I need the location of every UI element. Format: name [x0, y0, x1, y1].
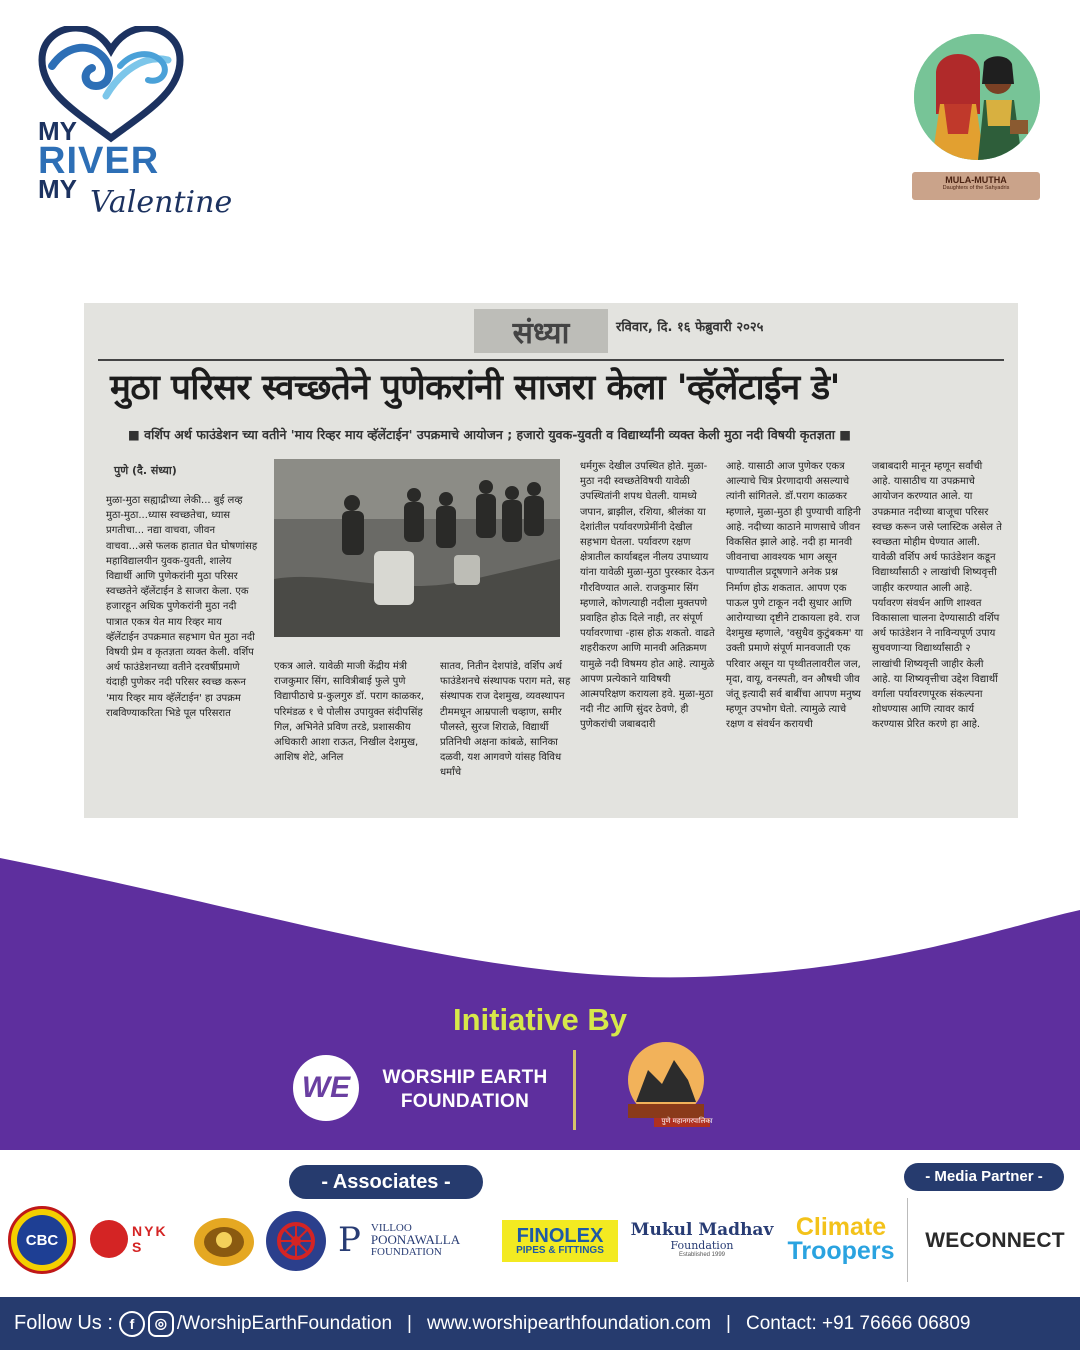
footer-separator-1: |	[407, 1312, 412, 1334]
climate-troopers-logo	[782, 1210, 900, 1270]
org-name-line-2: FOUNDATION	[400, 1091, 530, 1112]
mula-mutha-logo	[908, 32, 1043, 207]
state-emblem-logo	[192, 1212, 256, 1268]
cbc-logo	[8, 1206, 76, 1274]
brand-line-valentine: Valentine	[90, 185, 233, 220]
social-handle[interactable]: /WorshipEarthFoundation	[176, 1312, 393, 1334]
nyks-emblem	[90, 1220, 128, 1258]
finolex-logo	[502, 1220, 618, 1262]
newspaper-subheadline: ■ वर्शिप अर्थ फाउंडेशन च्या वतीने 'माय रिव्हर माय व्हॅलेंटाईन' उपक्रमाचे आयोजन ; हजारो युवक-युवती व विद्यार्थ्यांनी व्यक्त केली मुठा नदी विषयी कृतज्ञता ■	[128, 427, 852, 442]
climate-text: Climate	[795, 1213, 887, 1242]
troopers-text: Troopers	[787, 1237, 895, 1265]
pmc-caption: पुणे महानगरपालिका	[661, 1117, 713, 1125]
newspaper-masthead: संध्या	[474, 309, 608, 353]
worship-earth-name	[372, 1066, 558, 1114]
nyks-logo	[86, 1213, 182, 1265]
org-name-line-1: WORSHIP EARTH	[382, 1067, 548, 1088]
finolex-tagline: PIPES & FITTINGS	[516, 1245, 604, 1256]
newspaper-photo	[274, 459, 560, 637]
newspaper-rule	[98, 359, 1004, 361]
newspaper-column-5: आहे. यासाठी आज पुणेकर एकत्र आल्याचे चित्र प्रेरणादायी असल्याचे त्यांनी सांगितले. डॉ.पराग काळकर म्हणाले, मुळा-मुठा ही पुण्याची वाहिनी आहे. नदीच्या काठाने माणसाचे जीवन विकसित झाले आहे. नदी हा मानवी जीवनाचा आवश्यक भाग असून पाण्यातील प्रदूषणाने अनेक प्रश्न निर्माण होऊ शकतात. आपण एक पाऊल पुणे टाकून नदी सुधार आणि आरोग्याच्या दृष्टीने टाकायला हवे. राज देशमुख म्हणाले, 'वसुधैव कुटुंबकम' या उक्ती प्रमाणे संपूर्ण मानवजाती एक परिवार असून या पृथ्वीतलावरील जल, मृदा, वायू, वनस्पती, वन औषधी जीव जंतू इत्यादी सर्व बाबींचा आपण मनुष्य म्हणून उपभोग घेतो. त्यामुळे त्याचे रक्षण व संवर्धन करायची	[726, 461, 864, 731]
associates-label: - Associates -	[289, 1165, 483, 1199]
mukul-name: Mukul Madhav	[630, 1220, 774, 1241]
newspaper-column-2: एकत्र आले. यावेळी माजी केंद्रीय मंत्री राजकुमार सिंग, सावित्रीबाई फुले पुणे विद्यापीठाचे प्र-कुलगुरु डॉ. पराग काळकर, परिमंडळ १ चे पोलीस उपायुक्त संदीपसिंह गिल, अभिनेते प्रविण तरडे, प्रशासकीय अधिकारी आशा राऊत, निखील देशमुख, आशिष शेटे, अनिल	[274, 661, 425, 764]
mula-mutha-illustration	[914, 34, 1040, 160]
website-link[interactable]: www.worshipearthfoundation.com	[426, 1312, 712, 1334]
instagram-icon[interactable]: ◎	[148, 1311, 174, 1337]
initiative-divider	[573, 1050, 576, 1130]
brand-line-my: MY	[38, 116, 77, 146]
footer-bar	[0, 1297, 1080, 1350]
mukul-established: Established 1999	[678, 1252, 726, 1259]
newspaper-column-4: धर्मगुरू देखील उपस्थित होते. मुळा-मुठा नदी स्वच्छतेविषयी यावेळी उपस्थितांनी शपथ घेतली. यामध्ये जपान, ब्राझील, रशिया, श्रीलंका या देशांतील पर्यावरणप्रेमींनी देखील सहभाग घेतला. पर्यावरण रक्षण क्षेत्रातील कार्याबद्दल नीलय उपाध्याय यांना यावेळी मुळा-मुठा पुरस्कार देऊन गौरविण्यात आले. राजकुमार सिंग म्हणाले, कोणत्याही नदीला मुक्तपणे प्रवाहित होऊ दिले नाही, तर संपूर्ण पर्यावरणाचा -हास होऊ शकतो. वाढते शहरीकरण आणि मानवी अतिक्रमण यामुळे नदी विषमय होत आहे. त्यामुळे आपण प्रत्येकाने याविषयी आत्मपरिक्षण करायला हवे. मुळा-मुठा नदी नीट आणि सुंदर ठेवणे, ही पुणेकरांची जबाबदारी	[580, 461, 715, 731]
media-partner-label: - Media Partner -	[904, 1163, 1064, 1191]
worship-earth-logo: WE	[293, 1055, 359, 1121]
facebook-icon[interactable]: f	[119, 1311, 145, 1337]
nyks-logo-text: NYKS	[132, 1223, 168, 1255]
poonawalla-line-1: VILLOO	[370, 1222, 412, 1234]
mula-mutha-banner	[912, 172, 1040, 200]
contact-number: Contact: +91 76666 06809	[745, 1312, 971, 1334]
newspaper-date: रविवार, दि. १६ फेब्रुवारी २०२५	[616, 320, 764, 335]
mukul-madhav-logo	[630, 1218, 774, 1262]
my-river-my-valentine-logo	[32, 26, 233, 226]
brand-line-my-2: MY	[38, 174, 77, 204]
mukul-foundation: Foundation	[670, 1239, 734, 1252]
follow-us-label: Follow Us :	[14, 1312, 113, 1334]
poonawalla-line-2: POONAWALLA	[370, 1232, 461, 1247]
nss-logo	[266, 1211, 326, 1271]
media-divider	[907, 1198, 908, 1282]
newspaper-column-1: मुळा-मुठा सह्याद्रीच्या लेकी... बुई लव्ह मुठा-मुठा...ध्यास स्वच्छतेचा, ध्यास प्रगतीचा... नद्या वाचवा, जीवन वाचवा...असे फलक हातात घेत घोषणांसह महाविद्यालयीन युवक-युवती, शालेय विद्यार्थी आणि पुणेकरांनी मुठा परिसर स्वच्छतेने व्हॅलेंटाईन डे साजरा केला. एक हजारहून अधिक पुणेकरांनी मुठा नदी पात्रात एकत्र येत माय रिव्हर माय व्हॅलेंटाईन उपक्रमात सहभाग घेत मुठा नदी विषयी प्रेम व कृतज्ञता व्यक्त केली. वर्शिप अर्थ फाउंडेशनच्या वतीने दरवर्षीप्रमाणे यंदाही पुणेकर नदी परिसर स्वच्छ करून 'माय रिव्हर माय व्हॅलेंटाईन' हा उपक्रम राबविण्याकरिता भिडे पूल परिसरात	[106, 495, 258, 719]
weconnect-logo: WECONNECT	[925, 1229, 1065, 1252]
villoo-poonawalla-logo	[338, 1218, 488, 1262]
pune-municipal-corporation-logo	[618, 1040, 714, 1128]
newspaper-headline: मुठा परिसर स्वच्छतेने पुणेकरांनी साजरा केला 'व्हॅलेंटाईन डे'	[110, 368, 840, 408]
poonawalla-line-3: FOUNDATION	[370, 1246, 442, 1258]
footer-separator-2: |	[726, 1312, 731, 1334]
initiative-heading: Initiative By	[453, 1002, 627, 1037]
poonawalla-p: P	[338, 1220, 361, 1260]
newspaper-clipping	[84, 303, 1018, 818]
newspaper-column-6: जबाबदारी मानून म्हणून सर्वांची आहे. यासाठीच या उपक्रमाचे आयोजन करण्यात आले. या उपक्रमात नदीच्या बाजूचा परिसर स्वच्छ करून जसे प्लास्टिक असेल ते स्वच्छता मोहीम घेण्यात आली. यावेळी वर्शिप अर्थ फाउंडेशन कडून विद्यार्थ्यांसाठी २ लाखांची शिष्यवृत्ती जाहीर करण्यात आली आहे. पर्यावरण संवर्धन आणि शाश्वत विकासाला चालना देण्यासाठी वर्शिप अर्थ फाउंडेशन ने नाविन्यपूर्ण उपाय सुचवणाऱ्या विद्यार्थ्यांसाठी २ लाखांची शिष्यवृत्ती जाहीर केली आहे. या शिष्यवृत्तीचा उद्देश विद्यार्थी वर्गाला पर्यावरणपूरक संकल्पना शोधण्यास आणि त्यावर कार्य करण्यास प्रेरित करणे हा आहे.	[872, 461, 1002, 731]
newspaper-column-3: सातव, नितीन देशपांडे, वर्शिप अर्थ फाउंडेशनचे संस्थापक पराग मते, सह संस्थापक राज देशमुख, व्यवस्थापन टीममधून आम्रपाली चव्हाण, समीर पौलस्ते, सुरज शिराळे, विद्यार्थी प्रतिनिधी अक्षना कांबळे, सानिका दळवी, यश आगवणे यांसह विविध धर्मांचे	[440, 661, 571, 779]
newspaper-dateline: पुणे (दै. संध्या)	[114, 464, 177, 477]
finolex-name: FINOLEX	[516, 1225, 604, 1247]
mula-mutha-title: MULA-MUTHA	[945, 175, 1007, 185]
mula-mutha-subtitle: Daughters of the Sahyadris	[942, 185, 1010, 191]
cbc-logo-text: CBC	[17, 1215, 67, 1265]
brand-line-river: RIVER	[38, 140, 160, 182]
